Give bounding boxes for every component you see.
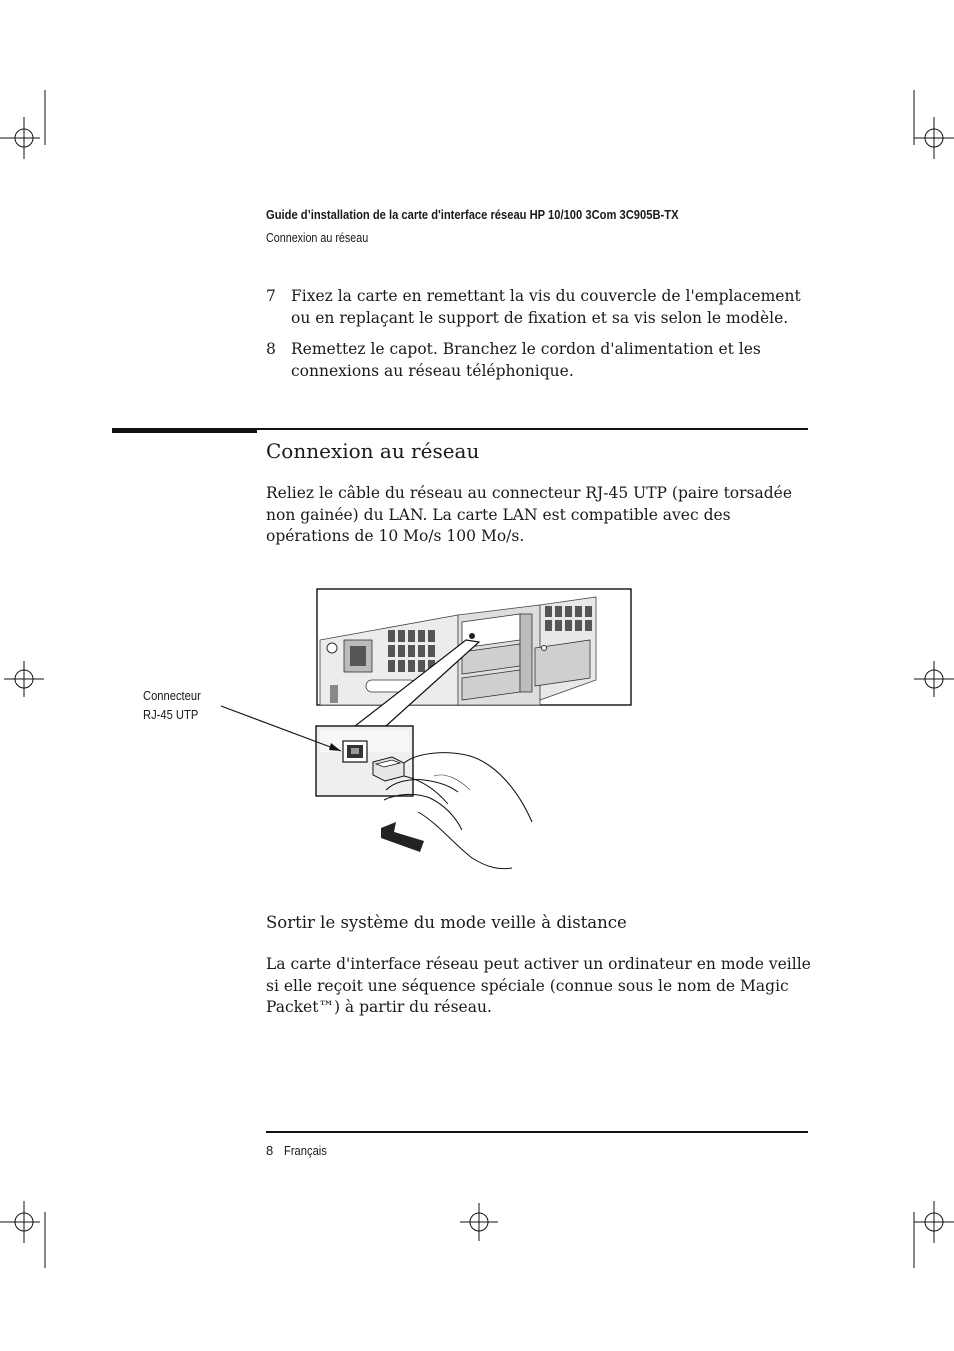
step-number: 8	[266, 340, 276, 358]
callout-line-2: RJ-45 UTP	[143, 707, 199, 722]
registration-mark-mid-left	[4, 661, 44, 697]
footer-language: Français	[284, 1143, 327, 1158]
step-item	[266, 286, 811, 329]
running-header-subtitle: Connexion au réseau	[266, 231, 369, 245]
step-text: Fixez la carte en remettant la vis du couvercle de l'emplacement ou en replaçant le support de fixation et sa vis selon le modèle.	[291, 287, 801, 327]
subsection-paragraph: La carte d'interface réseau peut activer un ordinateur en mode veille si elle reçoit une séquence spéciale (connue sous le nom de Magic Packet™) à partir du réseau.	[266, 955, 811, 1016]
rj45-connection-illustration	[140, 585, 640, 875]
section-paragraph: Reliez le câble du réseau au connecteur RJ-45 UTP (paire torsadée non gainée) du LAN. La carte LAN est compatible avec des opérations de 10 Mo/s 100 Mo/s.	[266, 484, 793, 545]
connector-callout-label	[143, 686, 201, 724]
registration-mark-mid-right	[914, 661, 954, 697]
registration-mark-bottom-right	[914, 1201, 954, 1268]
section-rule-thin	[257, 428, 808, 430]
subsection-heading: Sortir le système du mode veille à distance	[266, 913, 627, 932]
section-rule-thick	[112, 428, 257, 433]
footer-rule	[266, 1131, 808, 1133]
registration-mark-top-left	[0, 90, 45, 159]
step-number: 7	[266, 287, 276, 305]
step-text: Remettez le capot. Branchez le cordon d'alimentation et les connexions au réseau téléphonique.	[291, 340, 761, 380]
page-number: 8	[266, 1143, 274, 1158]
section-heading: Connexion au réseau	[266, 439, 480, 463]
running-header-title: Guide d’installation de la carte d'interface réseau HP 10/100 3Com 3C905B-TX	[266, 207, 679, 222]
registration-mark-bottom-left	[0, 1201, 45, 1268]
registration-mark-top-right	[914, 90, 954, 159]
step-item	[266, 339, 811, 382]
callout-line-1: Connecteur	[143, 688, 201, 703]
registration-mark-bottom-center	[460, 1203, 498, 1241]
